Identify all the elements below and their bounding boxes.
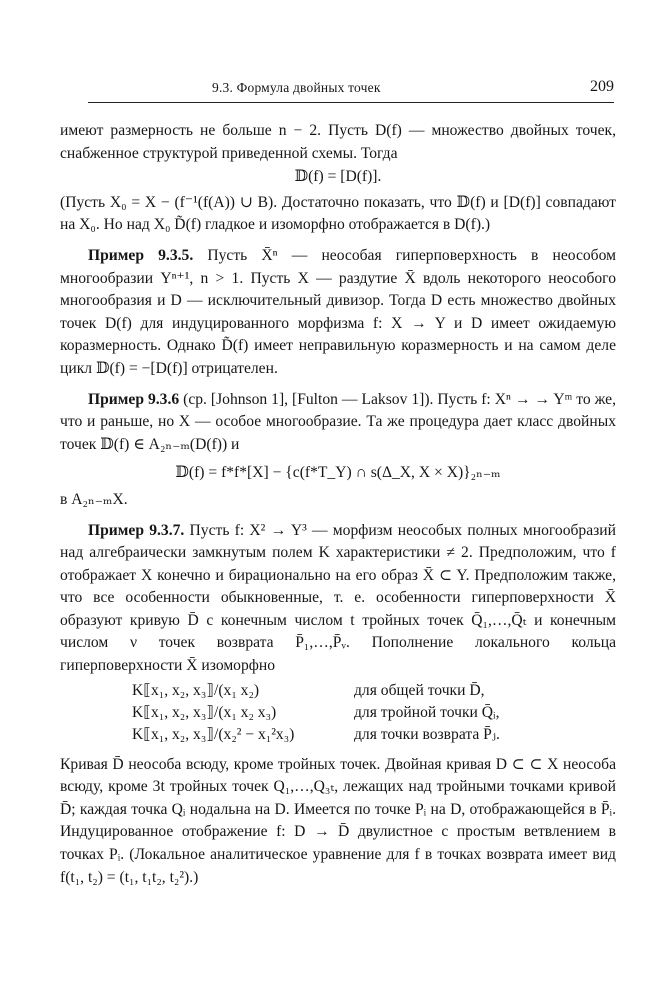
- example-9-3-6: [60, 389, 616, 457]
- example-9-3-7: [60, 520, 616, 678]
- paragraph-in-group: в A₂ₙ₋ₘX.: [60, 490, 128, 508]
- equation-double-point-class: 𝔻(f) = f*f*[X] − {c(f*T_Y) ∩ s(Δ_X, X × X)}₂ₙ₋ₘ: [175, 464, 501, 482]
- paragraph-intro: имеют размерность не больше n − 2. Пусть D(f) — множество двойных точек, снабженное структурой приведенной схемы. Тогда: [60, 122, 616, 162]
- ring-description: для тройной точки Q̄ᵢ,: [354, 703, 500, 721]
- example-text: Пусть X̄ⁿ — неособая гиперповерхность в неособом многообразии Yⁿ⁺¹, n > 1. Пусть X — раздутие X̄ вдоль некоторого неособого многообразия и D — исключительный дивизор. Тогда D есть множество двойных точек D(f) для индуцированного морфизма f: X → Y и D имеет ожидаемую коразмерность. Однако D̃(f) имеет неправильную коразмерность и на самом деле цикл 𝔻(f) = −[D(f)] отрицателен.: [60, 246, 616, 377]
- header-rule: [88, 102, 614, 103]
- running-header: [88, 80, 614, 102]
- page-number: 209: [590, 78, 614, 95]
- completion-table: [132, 680, 500, 746]
- example-text: (ср. [Johnson 1], [Fulton — Laksov 1]). Пусть f: Xⁿ → → Yᵐ то же, что и раньше, но X — особое многообразие. Та же процедура дает класс двойных точек 𝔻(f) ∈ A₂ₙ₋ₘ(D(f)) и: [60, 390, 616, 453]
- paragraph-final: Кривая D̄ неособа всюду, кроме тройных точек. Двойная кривая D ⊂ ⊂ X неособа всюду, кроме 3t тройных точек Q₁,…,Q₃ₜ, лежащих над тройными точками кривой D̄; каждая точка Qᵢ нодальна на D. Имеется по точке Pᵢ на D, отображающейся в P̄ᵢ. Индуцированное отображение f: D → D̄ двулистное с простым ветвлением в точках Pᵢ. (Локальное аналитическое уравнение для f в точках возврата имеет вид f(t₁, t₂) = (t₁, t₁t₂, t₂²).): [60, 755, 616, 886]
- paragraph-remark: (Пусть X₀ = X − (f⁻¹(f(A)) ∪ B). Достаточно показать, что 𝔻(f) и [D(f)] совпадают на X₀. Но над X₀ D̃(f) гладкое и изоморфно отображается в D(f).): [60, 193, 616, 234]
- equation-double-point: 𝔻(f) = [D(f)].: [294, 168, 382, 186]
- ring-formula: K⟦x₁, x₂, x₃⟧/(x₁ x₂ x₃): [132, 703, 277, 721]
- table-row: [132, 680, 500, 702]
- page-body: [60, 120, 616, 889]
- example-label: Пример 9.3.7.: [88, 521, 185, 539]
- ring-description: для точки возврата P̄ⱼ.: [354, 725, 500, 743]
- example-text: Пусть f: X² → Y³ — морфизм неособых полных многообразий над алгебраически замкнутым полем K характеристики ≠ 2. Предположим, что f отображает X конечно и бирационально на его образ X̄ ⊂ Y. Предположим также, что все особенности обыкновенные, т. е. особенности гиперповерхности X̄ образуют кривую D̄ с конечным числом t тройных точек Q̄₁,…,Q̄ₜ и конечным числом ν точек возврата P̄₁,…,P̄ᵥ. Пополнение локального кольца гиперповерхности X̄ изоморфно: [60, 521, 616, 675]
- ring-formula: K⟦x₁, x₂, x₃⟧/(x₁ x₂): [132, 681, 260, 699]
- ring-formula: K⟦x₁, x₂, x₃⟧/(x₂² − x₁²x₃): [132, 725, 295, 743]
- section-title: 9.3. Формула двойных точек: [212, 80, 381, 95]
- table-row: [132, 702, 500, 724]
- example-label: Пример 9.3.5.: [88, 246, 194, 264]
- table-row: [132, 724, 500, 746]
- example-9-3-5: [60, 245, 616, 381]
- ring-description: для общей точки D̄,: [354, 681, 485, 699]
- example-label: Пример 9.3.6: [88, 390, 180, 408]
